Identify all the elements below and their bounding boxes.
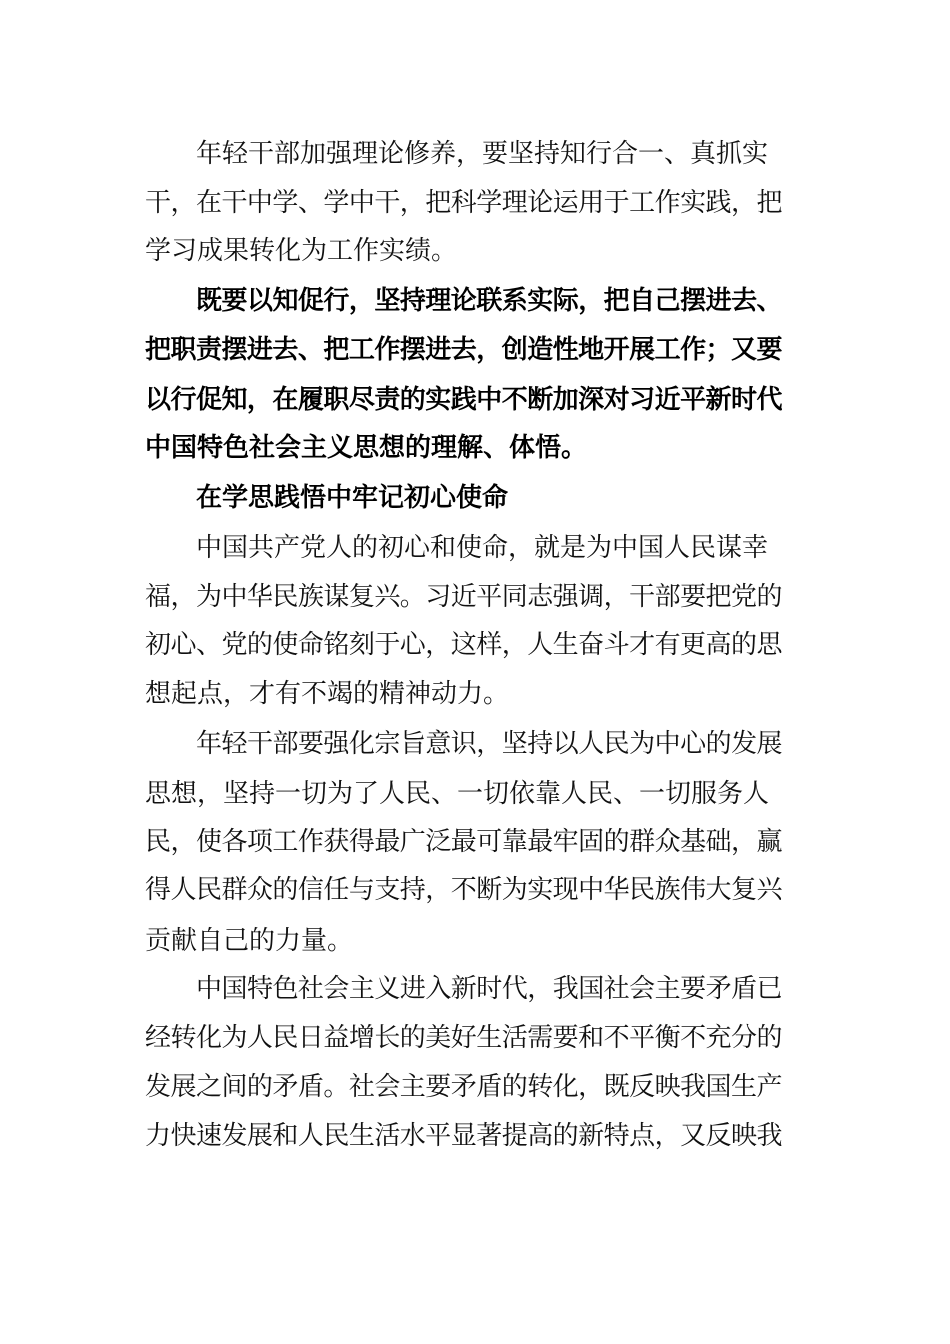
paragraph-4-line-5: 贡献自己的力量。 bbox=[145, 926, 354, 956]
paragraph-5-line-3: 发展之间的矛盾。社会主要矛盾的转化，既反映我国生产 bbox=[145, 1072, 783, 1102]
paragraph-4-line-4: 得人民群众的信任与支持，不断为实现中华民族伟大复兴 bbox=[145, 875, 783, 905]
paragraph-2-line-3: 以行促知，在履职尽责的实践中不断加深对习近平新时代 bbox=[145, 385, 783, 415]
paragraph-4-line-1: 年轻干部要强化宗旨意识，坚持以人民为中心的发展 bbox=[196, 729, 783, 759]
paragraph-4-line-2: 思想，坚持一切为了人民、一切依靠人民、一切服务人 bbox=[145, 779, 770, 809]
paragraph-5-line-2: 经转化为人民日益增长的美好生活需要和不平衡不充分的 bbox=[145, 1023, 783, 1053]
paragraph-3-line-3: 初心、党的使命铭刻于心，这样，人生奋斗才有更高的思 bbox=[145, 630, 783, 660]
paragraph-1-line-3: 学习成果转化为工作实绩。 bbox=[145, 236, 458, 266]
paragraph-1-line-1: 年轻干部加强理论修养，要坚持知行合一、真抓实 bbox=[196, 139, 769, 169]
paragraph-4-line-3: 民，使各项工作获得最广泛最可靠最牢固的群众基础，赢 bbox=[145, 827, 783, 857]
paragraph-3-line-4: 想起点，才有不竭的精神动力。 bbox=[145, 679, 510, 709]
paragraph-5-line-1: 中国特色社会主义进入新时代，我国社会主要矛盾已 bbox=[196, 974, 783, 1004]
paragraph-1-line-2: 干，在干中学、学中干，把科学理论运用于工作实践，把 bbox=[145, 188, 783, 218]
paragraph-2-line-1: 既要以知促行，坚持理论联系实际，把自己摆进去、 bbox=[196, 286, 783, 316]
paragraph-5-line-4: 力快速发展和人民生活水平显著提高的新特点，又反映我 bbox=[145, 1121, 783, 1151]
paragraph-3-line-2: 福，为中华民族谋复兴。习近平同志强调，干部要把党的 bbox=[145, 582, 783, 612]
paragraph-3-line-1: 中国共产党人的初心和使命，就是为中国人民谋幸 bbox=[196, 533, 769, 563]
section-heading: 在学思践悟中牢记初心使命 bbox=[196, 483, 509, 513]
paragraph-2-line-2: 把职责摆进去、把工作摆进去，创造性地开展工作；又要 bbox=[145, 335, 783, 365]
paragraph-2-line-4: 中国特色社会主义思想的理解、体悟。 bbox=[145, 433, 588, 463]
